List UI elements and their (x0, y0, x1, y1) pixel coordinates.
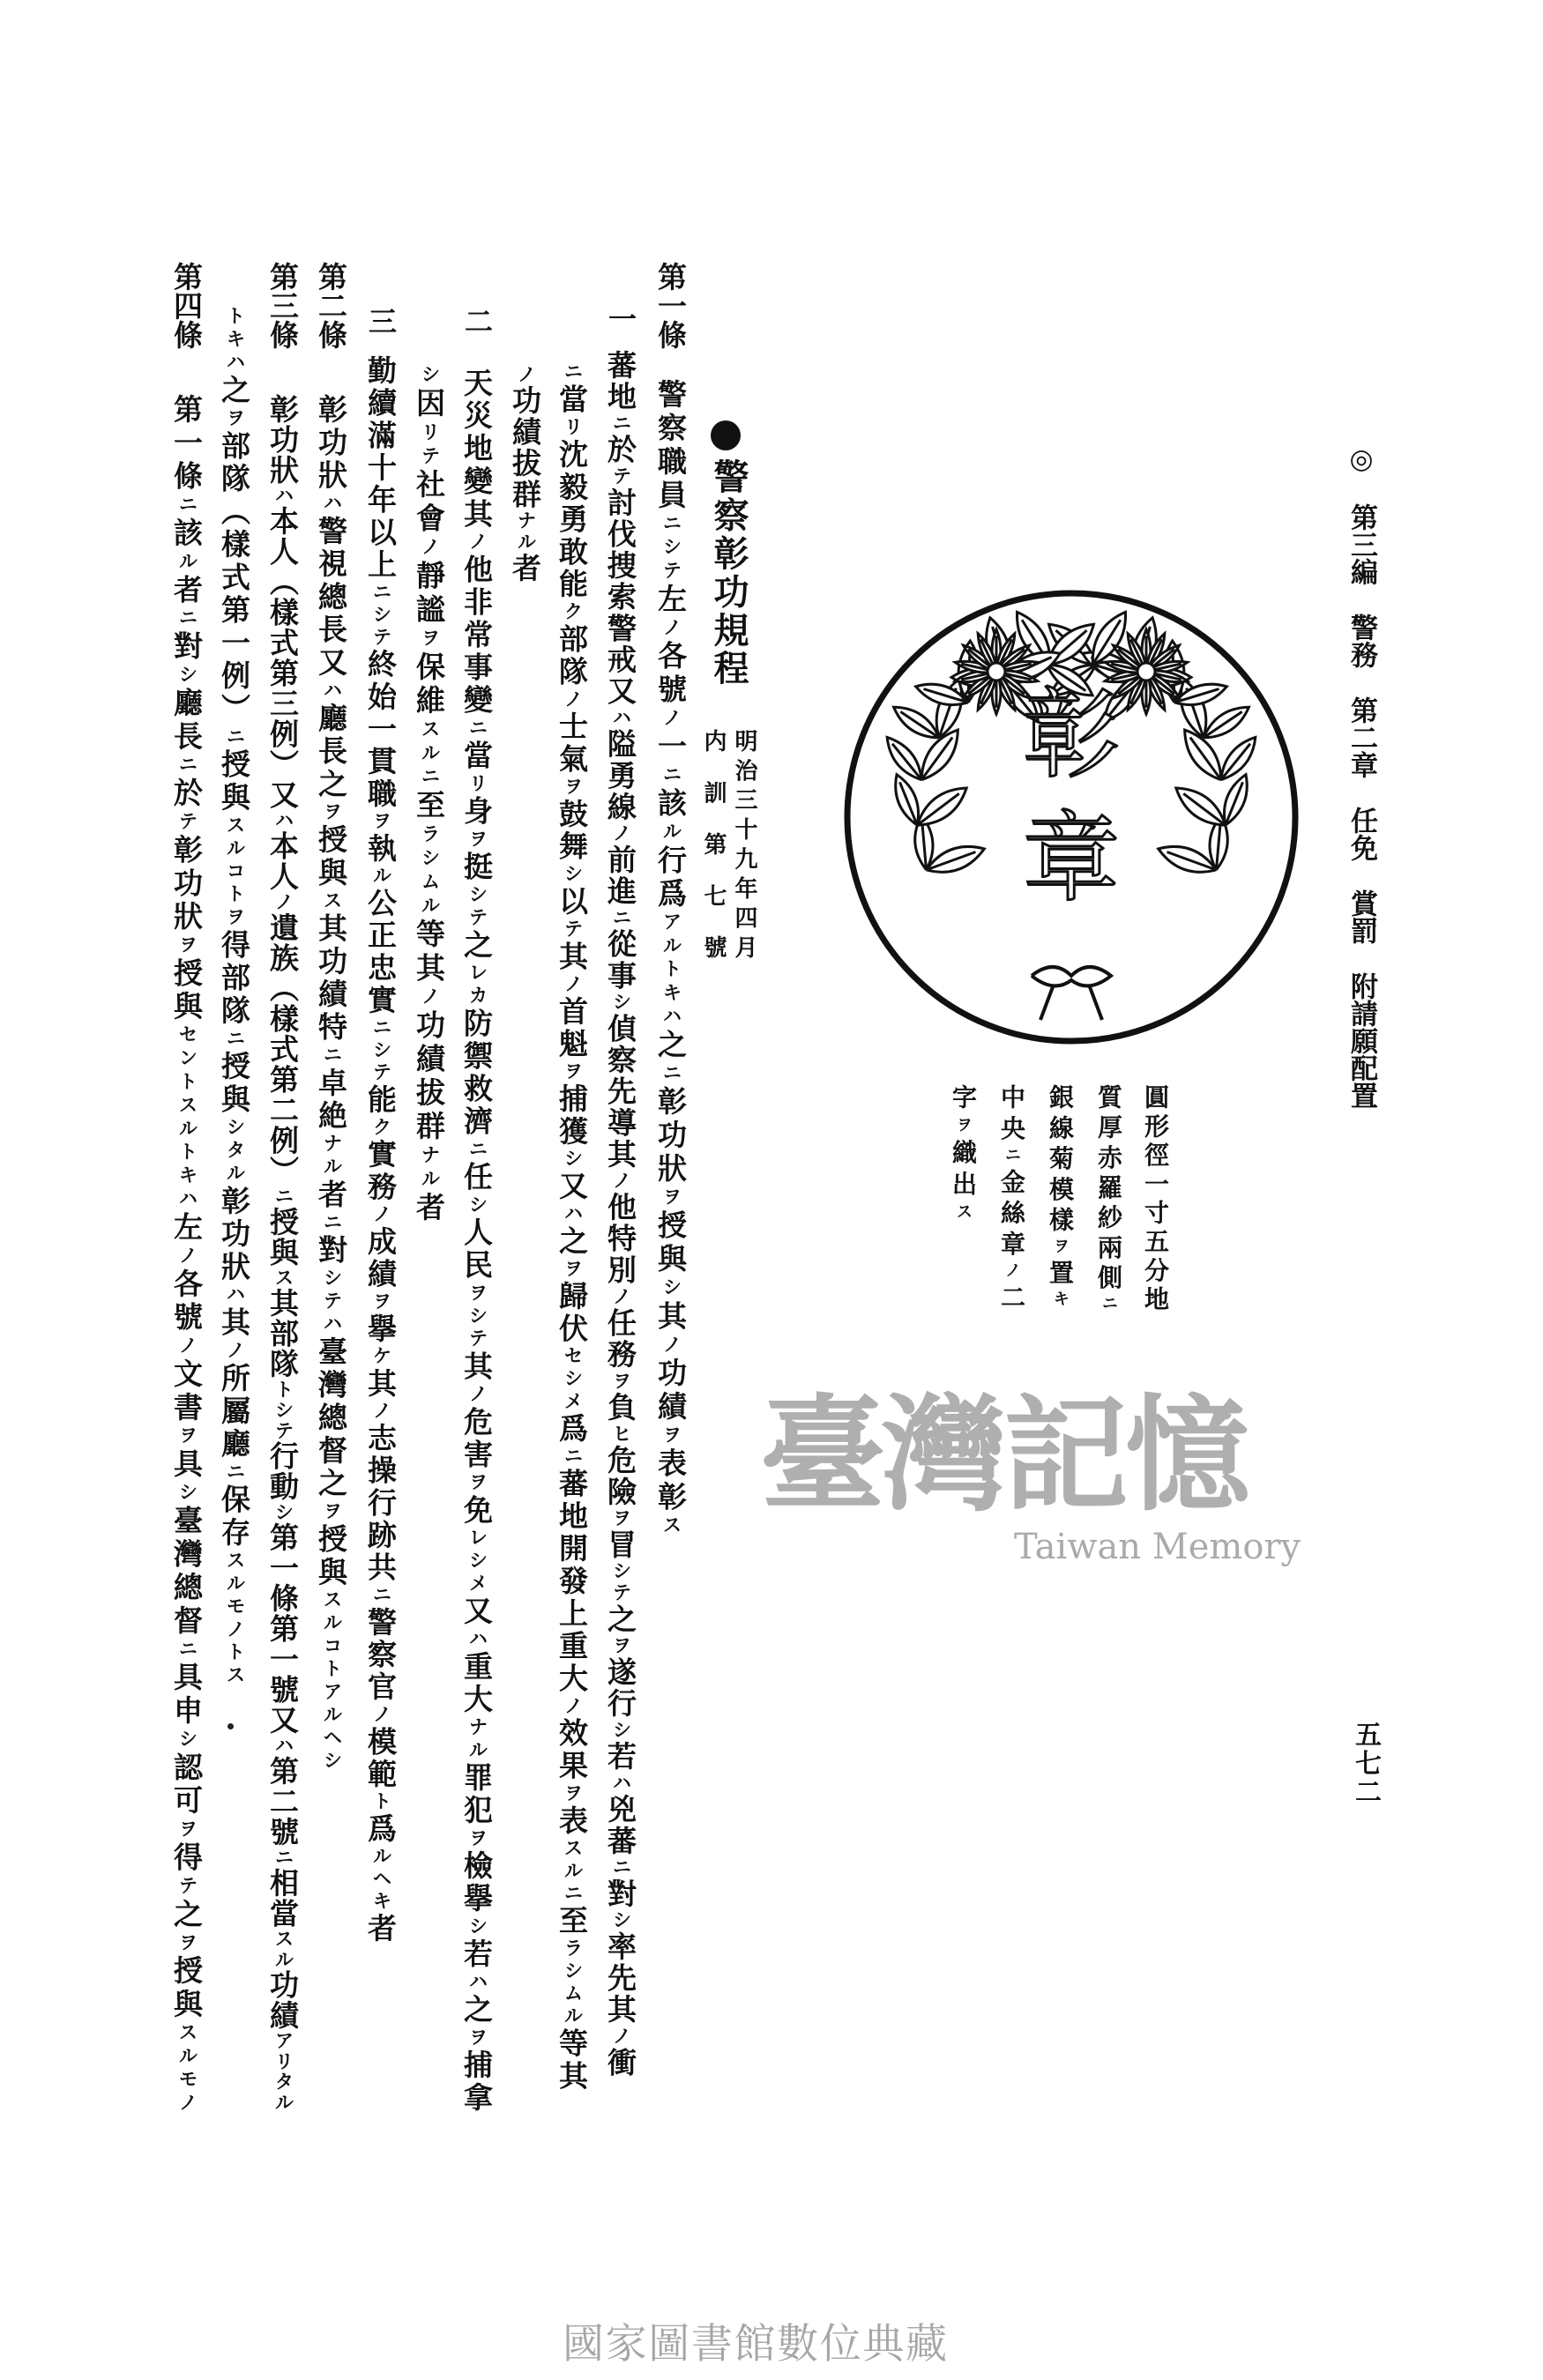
medal-caption-line: 質厚赤羅紗兩側ニ (1094, 1084, 1123, 1311)
medal-caption-line: 圓形徑一寸五分地 (1141, 1084, 1170, 1311)
article-text: 彰功狀ハ本人（樣式第三例）又ハ本人ノ遺族（樣式第二例）ニ授與ス其部隊トシテ行動シ第一條第一號又ハ第二號ニ相當スル功績アリタル (265, 394, 300, 2112)
article-label: 第二條 (314, 262, 348, 349)
running-head (1343, 443, 1375, 1109)
article-label: 第三條 (265, 262, 300, 349)
item-text: ニ當リ沈毅勇敢能ク部隊ノ士氣ヲ鼓舞シ以テ其ノ首魁ヲ捕獲シ又ハ之ヲ歸伏セシメ爲ニ蕃地開發上重大ノ效果ヲ表スルニ至ラシムル等其 (555, 361, 589, 2090)
watermark-logo: 臺灣記憶 (760, 1382, 1247, 1528)
regulation-title: 警察彰功規程 (708, 458, 749, 685)
wreath-leaf (1170, 779, 1232, 833)
item-text: 天災地變其ノ他非常事變ニ當リ身ヲ挺シテ之レカ防禦救濟ニ任シ人民ヲシテ其ノ危害ヲ免レシメ又ハ重大ナル罪犯ヲ檢擧シ若ハ之ヲ捕拿 (459, 368, 494, 2112)
head-subject: 附請願配置 (1345, 972, 1377, 1109)
medal-inscription-bottom: 章 (1023, 802, 1120, 915)
medal-caption-line: 中央ニ金絲章ノ二 (997, 1084, 1026, 1310)
watermark-subtext: Taiwan Memory (1014, 1527, 1301, 1567)
chrysanthemum-flower (988, 663, 1005, 681)
stray-mark (227, 1723, 234, 1729)
medal-caption-line: 字ヲ織出ス (949, 1084, 978, 1220)
item-text: シ因リテ社會ノ靜謐ヲ保維スルニ至ラシムル等其ノ功績拔群ナル者 (412, 364, 446, 1222)
wreath-ribbon (1032, 967, 1111, 1020)
wreath-leaf (911, 779, 973, 833)
article-text: 彰功狀ハ警視總長又ハ廳長之ヲ授與ス其功績特ニ卓絶ナル者ニ對シテハ臺灣總督之ヲ授與スルコトアルヘシ (314, 394, 348, 1770)
enactment-date: 明治三十九年四月 (731, 729, 757, 958)
item-text: 勤續滿十年以上ニシテ終始一貫職ヲ執ル公正忠實ニシテ能ク實務ノ成績ヲ擧ケ其ノ志操行跡共ニ警察官ノ模範ト爲ルヘキ者 (363, 355, 398, 1943)
article-text: トキハ之ヲ部隊（樣式第一例）ニ授與スルコトヲ得部隊ニ授與シタル彰功狀ハ其ノ所屬廳ニ保存スルモノトス (217, 306, 251, 1685)
article-label: 第一條 (653, 262, 688, 349)
article-text: 第一條ニ該ル者ニ對シ廳長ニ於テ彰功狀ヲ授與セントスルトキハ左ノ各號ノ文書ヲ具シ臺灣總督ニ具申シ認可ヲ得テ之ヲ授與スルモノ (169, 394, 204, 2112)
library-footer: 國家圖書館數位典藏 (563, 2320, 947, 2369)
head-topic: 警務 (1345, 614, 1377, 668)
wreath-leaf (880, 732, 928, 785)
article-text: 警察職員ニシテ左ノ各號ノ一ニ該ル行爲アルトキハ之ニ彰功狀ヲ授與シ其ノ功績ヲ表彰ス (653, 379, 688, 1535)
head-subject: 任免 (1345, 807, 1377, 861)
item-text: ノ功績拔群ナル者 (508, 364, 542, 583)
section-mark: ◎ (1345, 443, 1377, 475)
chrysanthemum-flower (1137, 663, 1155, 681)
enactment-reference: 内訓第七號 (700, 729, 727, 958)
head-chapter: 第二章 (1345, 696, 1377, 778)
item-number: 三 (364, 307, 398, 335)
head-subject: 賞罰 (1345, 889, 1377, 944)
page-number: 五七二 (1350, 1721, 1381, 1804)
item-number: 一 (604, 304, 637, 332)
head-part: 第三編 (1345, 503, 1377, 585)
medal-inscription-top: 彰 (1023, 679, 1120, 792)
medal-illustration (842, 588, 1301, 1046)
item-text: 蕃地ニ於テ討伐捜索警戒又ハ隘勇線ノ前進ニ從事シ偵察先導其ノ他特別ノ任務ヲ負ヒ危險ヲ冒シテ之ヲ遂行シ若ハ兇蕃ニ對シ率先其ノ衝 (603, 350, 637, 2077)
medal-caption-line: 銀線菊模樣ヲ置キ (1046, 1084, 1075, 1306)
item-number: 二 (460, 307, 494, 335)
wreath-leaf (1214, 732, 1263, 785)
title-bullet-icon (711, 420, 741, 450)
article-label: 第四條 (169, 262, 204, 349)
